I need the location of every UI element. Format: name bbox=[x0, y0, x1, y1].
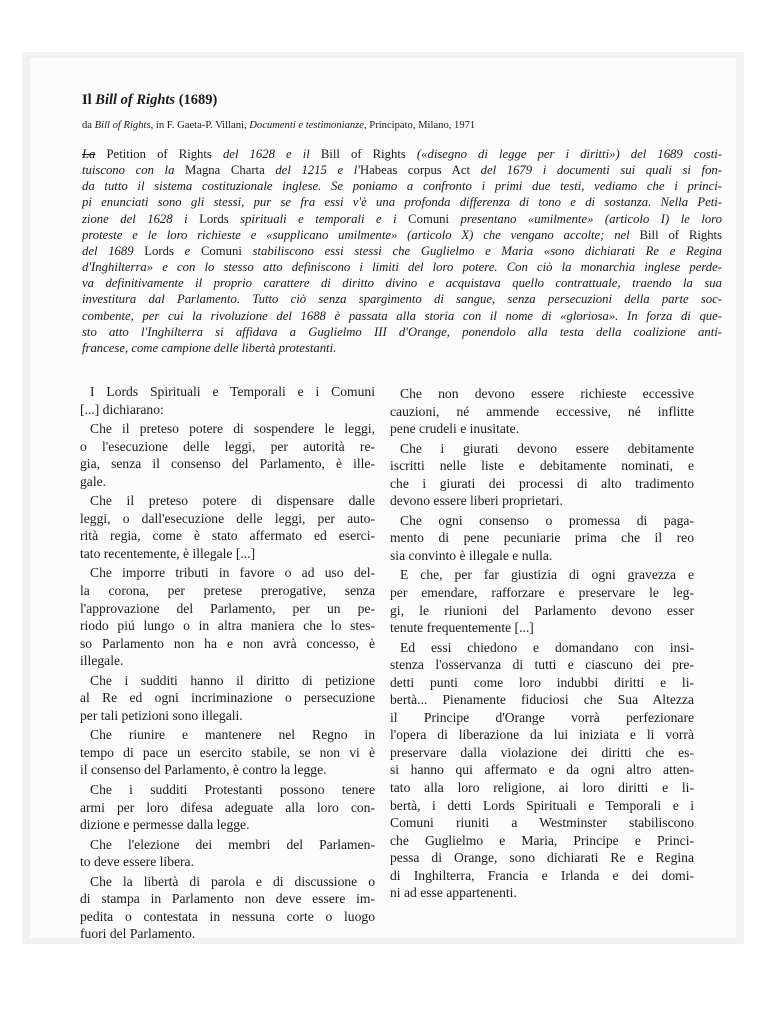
text-line: devono essere liberi proprietari. bbox=[390, 493, 563, 509]
text-line: di stampa in Parlamento non deve essere im- bbox=[80, 891, 375, 907]
text-line: Che il preteso potere di sospendere le leggi, bbox=[90, 421, 375, 437]
text-line: tempo di pace un esercito stabile, se non vi è bbox=[80, 744, 375, 760]
intro-line: francese, come campione delle libertà protestanti. bbox=[82, 340, 337, 355]
article-paragraph bbox=[390, 639, 694, 902]
article-paragraph bbox=[80, 672, 375, 725]
text-line: pene crudeli e inusitate. bbox=[390, 421, 520, 437]
text-line: al Re ed ogni incriminazione o persecuzione bbox=[80, 690, 375, 706]
text-line: Comuni riuniti a Westminster stabiliscono bbox=[390, 815, 694, 831]
text-line: l'approvazione del Parlamento, per un pe- bbox=[80, 600, 375, 616]
text-line: gia, senza il consenso del Parlamento, è ille- bbox=[80, 456, 375, 472]
text-line: armi per loro difesa adeguate alla loro con- bbox=[80, 799, 375, 815]
intro-line: da tutto il sistema costituzionale inglese. Se poniamo a confronto i primi due testi, vediamo che i princi- bbox=[82, 179, 722, 194]
text-line: che Guglielmo e Maria, Principe e Princi- bbox=[390, 832, 694, 848]
text-line: fuori del Parlamento. bbox=[80, 926, 196, 942]
article-paragraph bbox=[80, 492, 375, 562]
text-line: che i giurati dei processi di alto tradimento bbox=[390, 475, 694, 491]
source-citation: da Bill of Rights, in F. Gaeta-P. Villani, Documenti e testimonianze, Principato, Milano, 1971 bbox=[82, 120, 476, 131]
text-line: pessa di Orange, sono dichiarati Re e Regina bbox=[390, 850, 694, 866]
text-line: leggi, o dall'esecuzione delle leggi, per auto- bbox=[80, 510, 375, 526]
intro-line: sto atto l'Inghilterra si affidava a Guglielmo III d'Orange, ponendolo alla testa della coalizione anti- bbox=[82, 324, 722, 339]
text-line: mento di pene pecuniarie prima che il reo bbox=[390, 530, 694, 546]
text-line: E che, per far giustizia di ogni gravezza e bbox=[400, 567, 694, 583]
text-line: Che l'elezione dei membri del Parlamen- bbox=[90, 836, 375, 852]
text-line: tenute frequentemente [...] bbox=[390, 620, 534, 636]
article-paragraph bbox=[390, 385, 694, 438]
article-paragraph bbox=[390, 566, 694, 636]
intro-line: combente, per cui la rivoluzione del 1688 è passata alla storia con il nome di «gloriosa». In forza di que- bbox=[82, 308, 722, 323]
text-line: il Principe d'Orange vorrà perfezionare bbox=[390, 709, 694, 725]
text-line: dizione e permesse dalla legge. bbox=[80, 817, 250, 833]
text-line: I Lords Spirituali e Temporali e i Comuni bbox=[90, 384, 375, 399]
article-paragraph bbox=[80, 726, 375, 779]
text-line: bertà... Pienamente fiduciosi che Sua Altezza bbox=[390, 692, 694, 708]
right-column bbox=[390, 385, 694, 902]
text-line: l'opera di liberazione da lui iniziata e li vorrà bbox=[390, 727, 694, 743]
text-line: to deve essere libera. bbox=[80, 854, 194, 870]
text-line: di Inghilterra, Francia e Irlanda e dei domi- bbox=[390, 867, 694, 883]
text-line: il consenso del Parlamento, è contro la legge. bbox=[80, 762, 327, 778]
intro-line: d'Inghilterra» e con lo stesso atto definiscono i limiti del loro potere. Con ciò la monarchia inglese perde- bbox=[82, 260, 722, 275]
text-line: Che ogni consenso o promessa di paga- bbox=[400, 512, 694, 528]
text-line: tato recentemente, è illegale [...] bbox=[80, 545, 256, 561]
intro-line: del 1689 Lords e Comuni stabiliscono essi stessi che Guglielmo e Maria «sono dichiarati Re e Regina bbox=[82, 243, 722, 258]
intro-line: proteste e le loro richieste e «supplicano umilmente» (articolo X) che vengano accolte; nel Bill of Rights bbox=[82, 227, 722, 242]
text-line: Che non devono essere richieste eccessive bbox=[400, 386, 694, 401]
text-line: Che imporre tributi in favore o ad uso del- bbox=[90, 565, 375, 581]
text-line: tato alla loro religione, ai loro diritti e li- bbox=[390, 780, 694, 796]
text-line: [...] dichiarano: bbox=[80, 401, 164, 417]
text-line: detti punti come loro indubbi diritti e li- bbox=[390, 674, 694, 690]
document-title: Il Bill of Rights (1689) bbox=[82, 92, 218, 108]
text-line: gale. bbox=[80, 473, 107, 489]
article-paragraph bbox=[80, 781, 375, 834]
text-line: sia convinto è illegale e nulla. bbox=[390, 547, 553, 563]
text-line: Ed essi chiedono e domandano con insi- bbox=[400, 639, 694, 655]
article-paragraph bbox=[80, 383, 375, 418]
text-line: Che i sudditi hanno il diritto di petizione bbox=[90, 672, 375, 688]
intro-paragraph bbox=[82, 146, 722, 356]
text-line: la corona, per pretese prerogative, senza bbox=[80, 583, 375, 599]
text-line: stenza l'osservanza di tutti e ciascuno dei pre- bbox=[390, 657, 694, 673]
intro-line: tuiscono con la Magna Charta del 1215 e l'Habeas corpus Act del 1679 i documenti sui quali si fon- bbox=[82, 163, 722, 178]
text-line: Che i giurati devono essere debitamente bbox=[400, 440, 694, 456]
article-paragraph bbox=[390, 440, 694, 510]
text-line: cauzioni, né ammende eccessive, né inflitte bbox=[390, 403, 694, 419]
article-paragraph bbox=[80, 836, 375, 871]
text-line: illegale. bbox=[80, 653, 124, 669]
text-line: preservare dalla violazione dei diritti che es- bbox=[390, 744, 694, 760]
text-line: pedita o contestata in nessuna corte o luogo bbox=[80, 908, 375, 924]
text-line: o l'esecuzione delle leggi, per autorità re- bbox=[80, 438, 375, 454]
article-paragraph bbox=[80, 873, 375, 943]
text-line: rità regia, come è stato affermato ed eserci- bbox=[80, 528, 375, 544]
text-line: so Parlamento non ha e non avrà concesso, è bbox=[80, 635, 375, 651]
text-line: per emendare, rafforzare e preservare le leg- bbox=[390, 585, 694, 601]
text-line: Che i sudditi Protestanti possono tenere bbox=[90, 782, 375, 798]
left-column bbox=[80, 383, 375, 943]
article-paragraph bbox=[80, 420, 375, 490]
article-paragraph bbox=[80, 564, 375, 669]
text-line: ni ad esse appartenenti. bbox=[390, 885, 517, 901]
text-line: riodo piú lungo o in altra maniera che lo stes- bbox=[80, 618, 375, 634]
intro-line: investitura dal Parlamento. Tutto ciò senza spargimento di sangue, senza persecuzioni della parte soc- bbox=[82, 292, 722, 307]
text-line: iscritti nelle liste e debitamente nominati, e bbox=[390, 458, 694, 474]
text-line: Che la libertà di parola e di discussione o bbox=[90, 873, 375, 889]
text-line: Che riunire e mantenere nel Regno in bbox=[90, 727, 375, 743]
text-line: gi, le riunioni del Parlamento devono esser bbox=[390, 602, 694, 618]
text-line: si hanno qui affermato e da ogni altro atten- bbox=[390, 762, 694, 778]
article-paragraph bbox=[390, 512, 694, 565]
text-line: per tali petizioni sono illegali. bbox=[80, 707, 243, 723]
intro-line: pi enunciati sono gli stessi, pur se fra essi v'è una profonda differenza di tono e di sostanza. Nella Peti- bbox=[82, 195, 722, 210]
intro-line: La Petition of Rights del 1628 e il Bill of Rights («disegno di legge per i diritti») del 1689 costi- bbox=[82, 147, 723, 161]
text-line: bertà, i detti Lords Spirituali e Temporali e i bbox=[390, 797, 694, 813]
intro-line: va definitivamente il proprio carattere di diritto divino e acquistava quello contrattuale, traendo la sua bbox=[82, 276, 722, 291]
text-line: Che il preteso potere di dispensare dalle bbox=[90, 493, 375, 509]
intro-line: zione del 1628 i Lords spirituali e temporali e i Comuni presentano «umilmente» (articolo I) le loro bbox=[82, 211, 722, 226]
